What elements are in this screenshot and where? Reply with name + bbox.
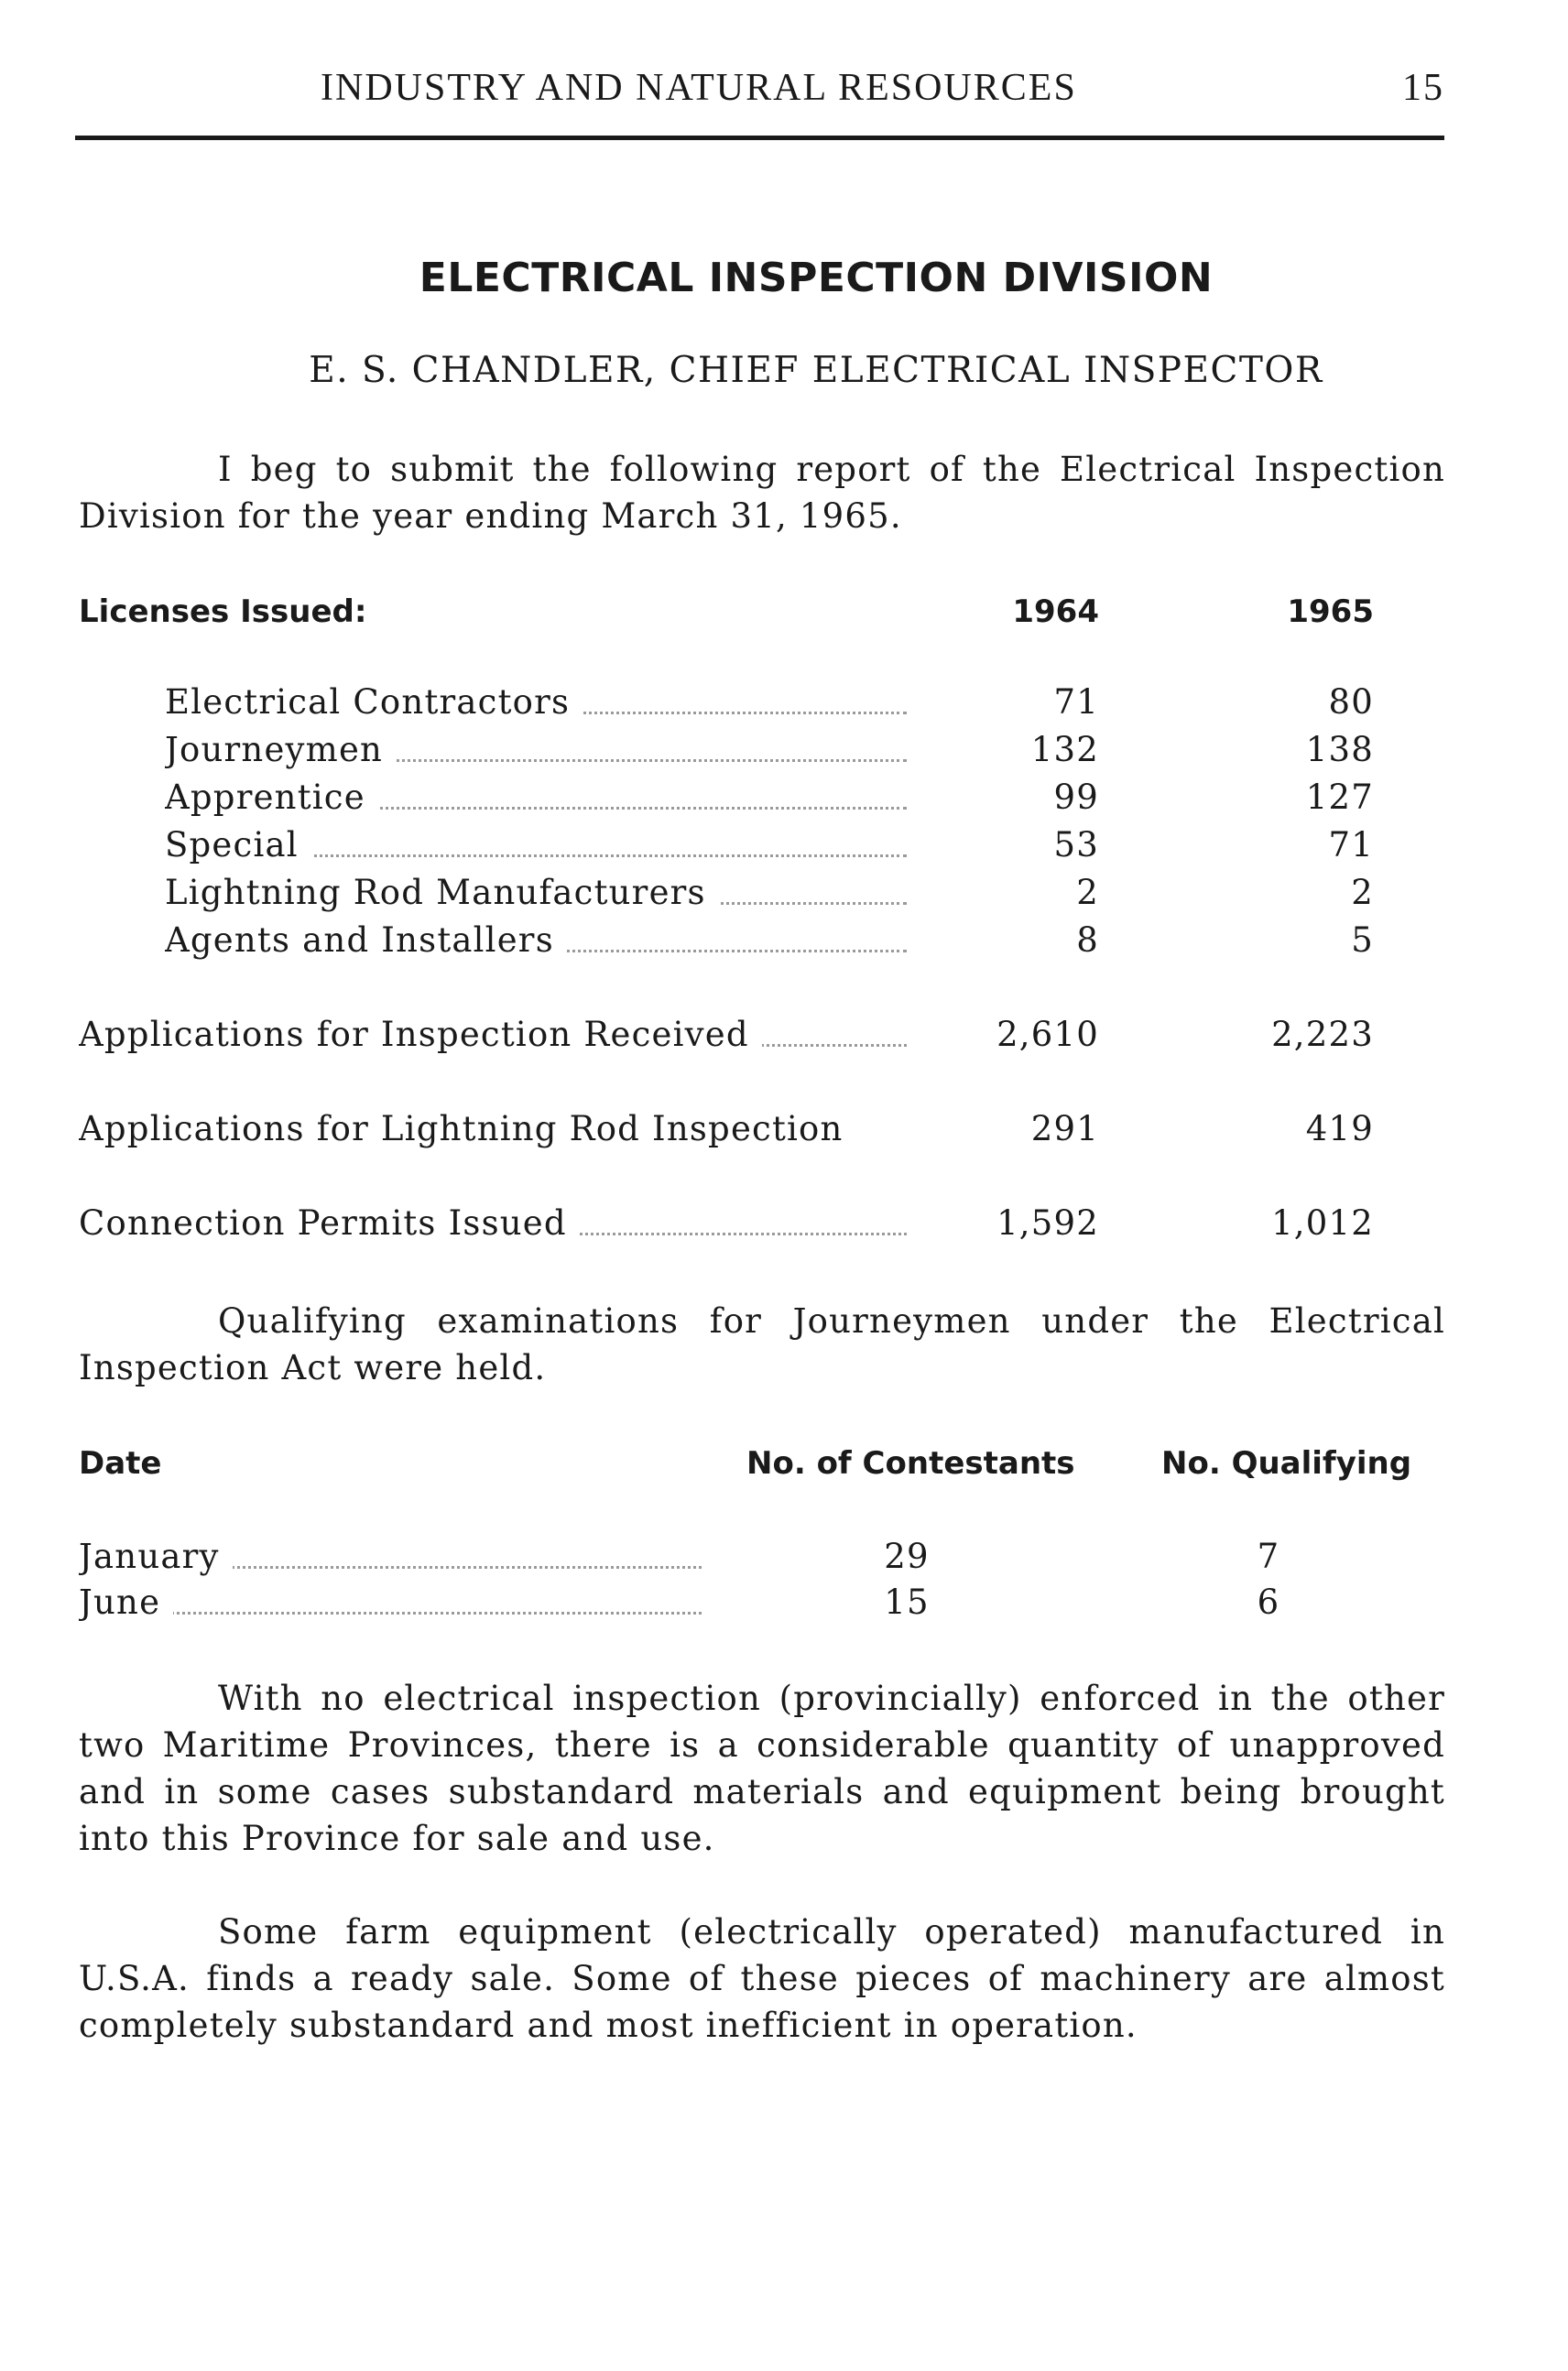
license-label: Lightning Rod Manufacturers [165, 873, 719, 912]
column-header-1965: 1965 [1287, 593, 1374, 630]
division-title: ELECTRICAL INSPECTION DIVISION [419, 255, 1214, 301]
column-header-date: Date [79, 1445, 162, 1482]
table-row [0, 920, 1568, 966]
contestants-value: 15 [884, 1582, 930, 1622]
farm-equipment-paragraph: Some farm equipment (electrically operated) manufactured in U.S.A. finds a ready sale. Some of these pieces of machinery are almost completely substandard and most inefficient in operation. [79, 1912, 1445, 2045]
license-1964-value: 132 [1030, 730, 1099, 769]
exam-date: June [79, 1582, 173, 1622]
license-1965-value: 71 [1328, 825, 1374, 865]
license-1964-value: 8 [1076, 920, 1099, 960]
table-row [0, 1109, 1568, 1155]
statistic-1964-value: 2,610 [996, 1015, 1099, 1054]
licenses-heading: Licenses Issued: [79, 593, 367, 630]
license-1964-value: 99 [1053, 778, 1099, 817]
exam-date: January [79, 1537, 233, 1576]
license-1965-value: 80 [1328, 682, 1374, 722]
statistic-1964-value: 1,592 [996, 1203, 1099, 1243]
license-label: Electrical Contractors [165, 682, 583, 722]
license-1965-value: 127 [1305, 778, 1374, 817]
license-1964-value: 2 [1076, 873, 1099, 912]
statistic-label: Applications for Lightning Rod Inspection [79, 1109, 856, 1148]
statistic-1965-value: 2,223 [1271, 1015, 1374, 1054]
statistic-label: Connection Permits Issued [79, 1203, 580, 1243]
chief-inspector-subtitle: E. S. CHANDLER, CHIEF ELECTRICAL INSPECTOR [309, 350, 1323, 391]
table-row [0, 778, 1568, 823]
license-label: Special [165, 825, 311, 865]
running-header [75, 66, 1444, 121]
table-row [0, 825, 1568, 871]
table-row [0, 873, 1568, 919]
column-header-qualifying: No. Qualifying [1161, 1445, 1412, 1482]
license-1965-value: 138 [1305, 730, 1374, 769]
license-1965-value: 5 [1351, 920, 1374, 960]
license-label: Agents and Installers [165, 920, 567, 960]
contestants-value: 29 [884, 1537, 930, 1576]
intro-paragraph: I beg to submit the following report of the Electrical Inspection Division for the year ending March 31, 1965. [79, 450, 1445, 536]
table-row [0, 1582, 1568, 1628]
license-1964-value: 53 [1053, 825, 1099, 865]
license-1965-value: 2 [1351, 873, 1374, 912]
running-header-title: INDUSTRY AND NATURAL RESOURCES [321, 67, 1077, 109]
maritime-paragraph: With no electrical inspection (provincially) enforced in the other two Maritime Provinces, there is a considerable quantity of unapproved and in some cases substandard materials and equipment being brought into this Province for sale and use. [79, 1679, 1445, 1858]
table-row [0, 1537, 1568, 1582]
qualifying-value: 7 [1257, 1537, 1280, 1576]
qualifying-value: 6 [1257, 1582, 1280, 1622]
license-label: Journeymen [165, 730, 396, 769]
table-row [0, 1203, 1568, 1249]
table-row [0, 730, 1568, 776]
exam-paragraph: Qualifying examinations for Journeymen under the Electrical Inspection Act were held. [79, 1301, 1445, 1387]
statistic-1965-value: 1,012 [1271, 1203, 1374, 1243]
statistic-label: Applications for Inspection Received [79, 1015, 762, 1054]
statistic-1964-value: 291 [1030, 1109, 1099, 1148]
page-number: 15 [1402, 67, 1444, 109]
table-row [0, 1015, 1568, 1060]
license-1964-value: 71 [1053, 682, 1099, 722]
column-header-contestants: No. of Contestants [746, 1445, 1075, 1482]
table-row [0, 682, 1568, 728]
header-rule [75, 136, 1444, 140]
column-header-1964: 1964 [1012, 593, 1099, 630]
statistic-1965-value: 419 [1305, 1109, 1374, 1148]
license-label: Apprentice [165, 778, 378, 817]
